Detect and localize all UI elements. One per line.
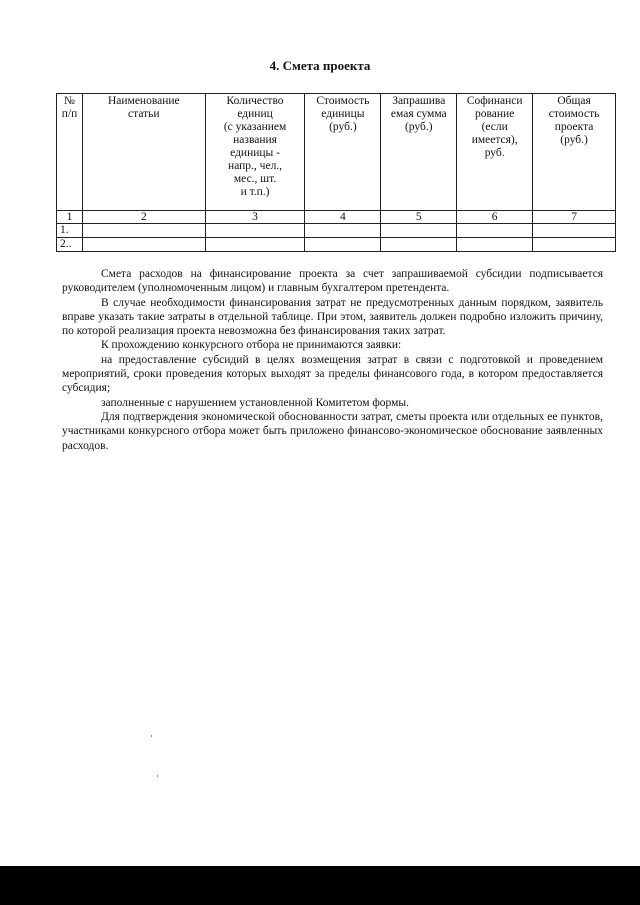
- scan-bottom-border: [0, 866, 640, 905]
- header-cell-unit-cost: Стоимость единицы (руб.): [305, 94, 381, 211]
- budget-table: [56, 93, 616, 252]
- table-row: [57, 224, 616, 238]
- table-cell: [457, 224, 533, 238]
- table-row: [57, 238, 616, 252]
- table-cell: [205, 238, 305, 252]
- table-cell: [381, 238, 457, 252]
- column-numbers-row: [57, 211, 616, 224]
- section-title: 4. Смета проекта: [269, 58, 371, 73]
- table-header-row: [57, 94, 616, 211]
- table-cell: 2..: [57, 238, 83, 252]
- table-cell: [457, 238, 533, 252]
- header-cell-requested-amount: Запрашива емая сумма (руб.): [381, 94, 457, 211]
- column-number: 6: [457, 211, 533, 224]
- header-cell-total-cost: Общая стоимость проекта (руб.): [533, 94, 616, 211]
- table-cell: [305, 238, 381, 252]
- paragraph-justification: Для подтверждения экономической обоснованности затрат, сметы проекта или отдельных ее пунктов, участниками конкурсного отбора может быть приложено финансово-экономическое обоснование заявленных расходов.: [62, 410, 603, 452]
- table-cell: [82, 238, 205, 252]
- table-cell: [381, 224, 457, 238]
- paragraph-signatures: Смета расходов на финансирование проекта за счет запрашиваемой субсидии подписывается руководителем (уполномоченным лицом) и главным бухгалтером претендента.: [62, 268, 603, 295]
- table-cell: [533, 224, 616, 238]
- header-cell-cofinancing: Софинанси рование (если имеется), руб.: [457, 94, 533, 211]
- table-cell: 1.: [57, 224, 83, 238]
- paragraph-rejection-reason-2: заполненные с нарушением установленной Комитетом формы.: [101, 396, 410, 409]
- column-number: 3: [205, 211, 305, 224]
- paragraph-rejection-reason-1: на предоставление субсидий в целях возмещения затрат в связи с подготовкой и проведением мероприятий, сроки проведения которых выходят за пределы финансового года, в котором предоставляется субсидия;: [62, 353, 603, 395]
- body-text: [62, 267, 603, 453]
- table-cell: [205, 224, 305, 238]
- paragraph-additional-costs: В случае необходимости финансирования затрат не предусмотренных данным порядком, заявитель вправе указать такие затраты в отдельной таблице. При этом, заявитель должен подробно изложить причину, по которой реализация проекта невозможна без финансирования таких затрат.: [62, 296, 603, 338]
- column-number: 1: [57, 211, 83, 224]
- column-number: 2: [82, 211, 205, 224]
- paragraph-rejection-intro: К прохождению конкурсного отбора не принимаются заявки:: [101, 339, 402, 352]
- column-number: 5: [381, 211, 457, 224]
- column-number: 7: [533, 211, 616, 224]
- column-number: 4: [305, 211, 381, 224]
- table-cell: [533, 238, 616, 252]
- table-cell: [82, 224, 205, 238]
- header-cell-quantity: Количество единиц (с указанием названия единицы - напр., чел., мес., шт. и т.п.): [205, 94, 305, 211]
- table-cell: [305, 224, 381, 238]
- scan-speck: [151, 735, 152, 737]
- header-cell-number: № п/п: [57, 94, 83, 211]
- scan-speck: [157, 775, 158, 777]
- header-cell-item-name: Наименование статьи: [82, 94, 205, 211]
